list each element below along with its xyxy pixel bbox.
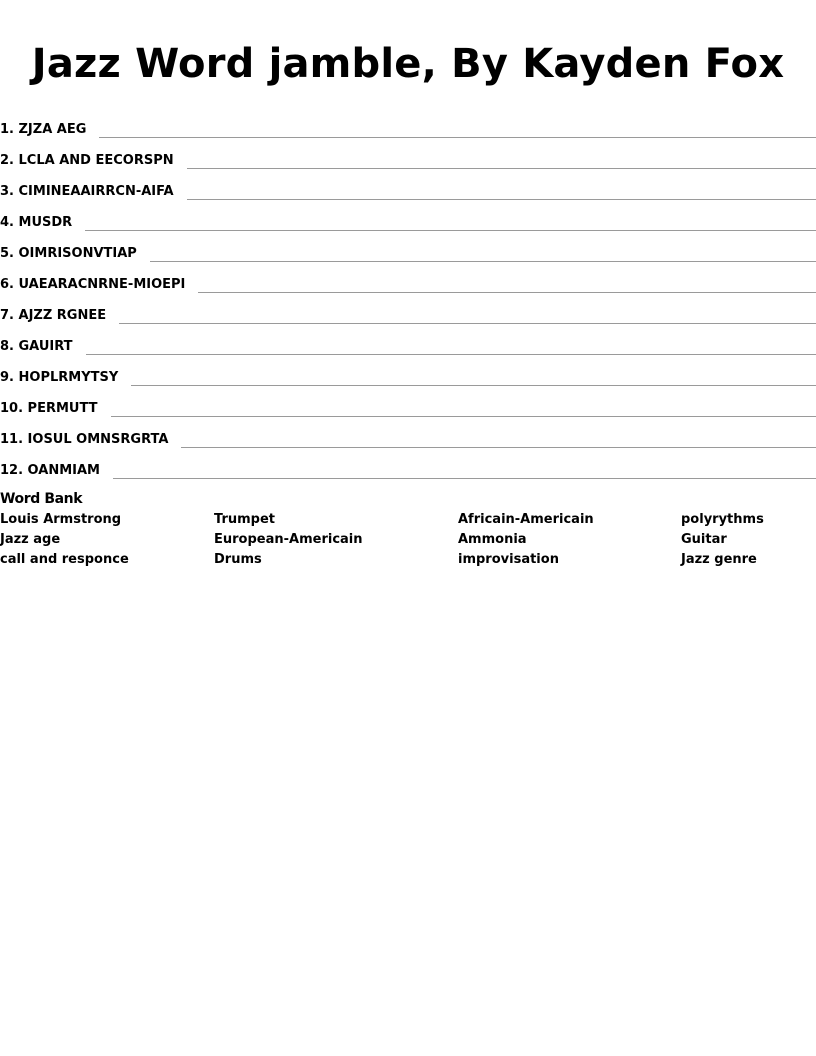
scrambled-word: 7. AJZZ RGNEE — [0, 308, 107, 323]
scrambled-word: 3. CIMINEAAIRRCN-AIFA — [0, 184, 174, 199]
word-bank-item: polyrythms — [681, 512, 764, 527]
scrambled-word: 6. UAEARACNRNE-MIOEPI — [0, 277, 186, 292]
scrambled-word: 10. PERMUTT — [0, 401, 98, 416]
scrambled-word: 2. LCLA AND EECORSPN — [0, 153, 174, 168]
puzzle-row — [0, 389, 816, 420]
puzzle-row — [0, 265, 816, 296]
puzzle-row — [0, 327, 816, 358]
puzzle-row — [0, 110, 816, 141]
word-bank-item: Jazz genre — [681, 552, 757, 567]
word-bank-item: Drums — [214, 552, 262, 567]
answer-line — [187, 198, 816, 200]
answer-line — [150, 260, 816, 262]
puzzle-row — [0, 358, 816, 389]
scrambled-word: 5. OIMRISONVTIAP — [0, 246, 137, 261]
word-bank-column — [458, 510, 594, 570]
word-bank-item: European-Americain — [214, 532, 363, 547]
word-bank — [0, 510, 816, 572]
puzzle-row — [0, 420, 816, 451]
word-bank-item: Louis Armstrong — [0, 512, 122, 527]
scrambled-word: 11. IOSUL OMNSRGRTA — [0, 432, 169, 447]
word-bank-item: Guitar — [681, 532, 727, 547]
word-bank-item: Jazz age — [0, 532, 61, 547]
puzzle-row — [0, 203, 816, 234]
answer-line — [119, 322, 816, 324]
scrambled-word: 8. GAUIRT — [0, 339, 73, 354]
puzzle-row — [0, 234, 816, 265]
answer-line — [111, 415, 816, 417]
answer-line — [181, 446, 816, 448]
word-bank-item: Trumpet — [214, 512, 275, 527]
word-bank-column — [0, 510, 129, 570]
answer-line — [86, 353, 816, 355]
word-bank-column — [681, 510, 764, 570]
scrambled-word: 1. ZJZA AEG — [0, 122, 87, 137]
puzzle-row — [0, 141, 816, 172]
scrambled-word: 4. MUSDR — [0, 215, 73, 230]
answer-line — [131, 384, 816, 386]
puzzle-list — [0, 110, 816, 482]
answer-line — [99, 136, 816, 138]
word-bank-item: call and responce — [0, 552, 129, 567]
word-bank-item: Africain-Americain — [458, 512, 594, 527]
answer-line — [198, 291, 816, 293]
puzzle-row — [0, 296, 816, 327]
scrambled-word: 12. OANMIAM — [0, 463, 100, 478]
answer-line — [113, 477, 816, 479]
word-bank-title: Word Bank — [0, 491, 83, 507]
answer-line — [187, 167, 816, 169]
word-bank-item: improvisation — [458, 552, 559, 567]
puzzle-row — [0, 451, 816, 482]
scrambled-word: 9. HOPLRMYTSY — [0, 370, 119, 385]
page-title: Jazz Word jamble, By Kayden Fox — [31, 41, 785, 87]
answer-line — [85, 229, 816, 231]
puzzle-row — [0, 172, 816, 203]
word-bank-column — [214, 510, 363, 570]
word-bank-item: Ammonia — [458, 532, 527, 547]
